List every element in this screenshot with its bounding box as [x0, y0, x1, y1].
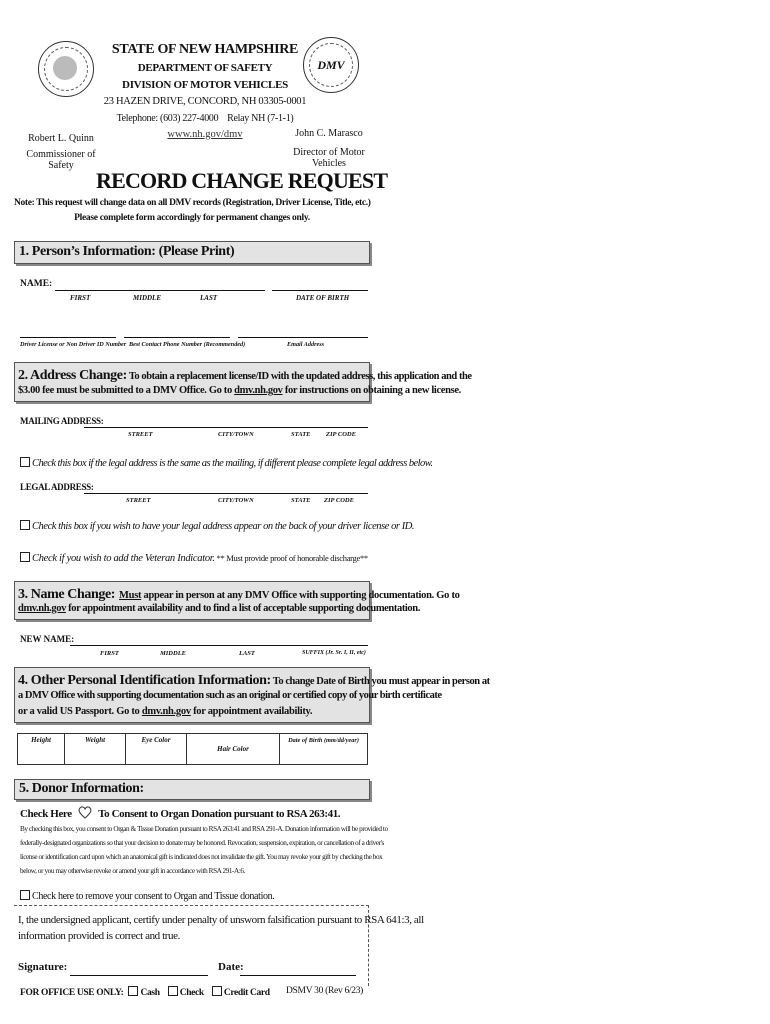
- certify-line2: information provided is correct and true.: [18, 930, 180, 942]
- form-note-line1: Note: This request will change data on all DMV records (Registration, Driver License, Title, etc.): [14, 198, 371, 208]
- name-first-caption: FIRST: [70, 294, 91, 302]
- agency-website-link[interactable]: www.nh.gov/dmv: [167, 129, 243, 140]
- section4-text2: a DMV Office with supporting documentation such as an original or certified copy of your birth certificate: [18, 690, 442, 701]
- section3-text2: for appointment availability and to find a list of acceptable supporting documentation.: [65, 603, 420, 614]
- name-input-line[interactable]: [55, 290, 265, 291]
- hair-color-cell[interactable]: [187, 734, 280, 765]
- donor-para-line3: license or identification card upon which an anatomical gift is indicated does not invalidate the gift. You may revoke your gift by checking the box: [20, 853, 383, 861]
- agency-telephone: Telephone: (603) 227-4000 Relay NH (7-1-1): [116, 113, 294, 124]
- dob-cell[interactable]: [280, 734, 368, 765]
- section1-header: [14, 241, 370, 264]
- new-name-first-caption: FIRST: [100, 650, 119, 657]
- email-caption: Email Address: [287, 341, 325, 348]
- veteran-label: Check if you wish to add the Veteran Indicator.: [32, 553, 215, 564]
- eye-color-caption: Eye Color: [141, 736, 171, 744]
- form-number: DSMV 30 (Rev 6/23): [286, 986, 364, 996]
- section4-header: [14, 667, 490, 723]
- same-address-label: Check this box if the legal address is the same as the mailing, if different please complete legal address below.: [32, 458, 433, 469]
- height-caption: Height: [31, 736, 51, 744]
- new-name-label: NEW NAME:: [20, 634, 75, 644]
- donor-consent-text: To Consent to Organ Donation pursuant to RSA 263:41.: [98, 808, 341, 820]
- section4-dmv-link[interactable]: dmv.nh.gov: [141, 706, 191, 717]
- donor-para-line1: By checking this box, you consent to Organ & Tissue Donation pursuant to RSA 263:41 and RSA 291-A. Donation information will be provided to: [20, 825, 388, 833]
- dob-input-line[interactable]: [272, 290, 368, 291]
- legal-on-back-checkbox[interactable]: [20, 520, 30, 530]
- cash-checkbox[interactable]: [128, 986, 138, 996]
- license-input-line[interactable]: [20, 337, 116, 338]
- email-input-line[interactable]: [238, 337, 368, 338]
- date-label: Date:: [218, 961, 244, 973]
- phone-caption: Best Contact Phone Number (Recommended): [129, 341, 246, 348]
- section5-header: [14, 779, 370, 800]
- check-label: Check: [179, 988, 204, 998]
- legal-city-caption: CITY/TOWN: [218, 497, 254, 504]
- donor-para-line4: below, or you may otherwise revoke or amend your gift in accordance with RSA 291-A:6.: [20, 867, 246, 875]
- mailing-city-caption: CITY/TOWN: [218, 431, 254, 438]
- certification-box: [14, 905, 424, 986]
- signature-input-line[interactable]: [70, 975, 208, 976]
- donor-check-here: Check Here: [20, 808, 72, 820]
- weight-caption: Weight: [84, 736, 106, 744]
- check-checkbox[interactable]: [168, 986, 178, 996]
- form-title: RECORD CHANGE REQUEST: [96, 168, 388, 193]
- section5-title: 5. Donor Information:: [19, 781, 144, 796]
- section4-text3a: or a valid US Passport. Go to: [18, 706, 142, 717]
- new-name-suffix-caption: SUFFIX (Jr. Sr. I, II, etc): [302, 650, 366, 656]
- section4-title: 4. Other Personal Identification Information:: [18, 673, 271, 688]
- commissioner-title: Commissioner of Safety: [26, 149, 96, 171]
- remove-donor-checkbox[interactable]: [20, 890, 30, 900]
- legal-state-caption: STATE: [291, 497, 311, 504]
- section3-must: Must: [119, 590, 142, 601]
- section4-text1: To change Date of Birth you must appear in person at: [270, 676, 490, 687]
- section3-title: 3. Name Change:: [18, 587, 116, 602]
- veteran-note: ** Must provide proof of honorable discharge**: [214, 553, 368, 563]
- office-use-label: FOR OFFICE USE ONLY:: [20, 988, 124, 998]
- dob-caption: DATE OF BIRTH: [296, 294, 350, 302]
- physical-info-table: [17, 733, 368, 765]
- section1-title: 1. Person’s Information: (Please Print): [19, 244, 235, 259]
- section2-text2a: $3.00 fee must be submitted to a DMV Office. Go to: [18, 385, 235, 396]
- section2-title: 2. Address Change:: [18, 368, 127, 383]
- section2-text2b: for instructions on obtaining a new license.: [282, 385, 461, 396]
- credit-card-checkbox[interactable]: [212, 986, 222, 996]
- department-name: DEPARTMENT OF SAFETY: [137, 62, 273, 74]
- signature-label: Signature:: [18, 961, 68, 973]
- dmv-seal-text: DMV: [317, 58, 345, 72]
- new-name-middle-caption: MIDDLE: [160, 650, 187, 657]
- agency-address: 23 HAZEN DRIVE, CONCORD, NH 03305-0001: [103, 96, 307, 107]
- mailing-street-caption: STREET: [128, 431, 153, 438]
- phone-input-line[interactable]: [124, 337, 230, 338]
- donor-heart-checkbox[interactable]: [74, 804, 96, 820]
- form-note-line2: Please complete form accordingly for permanent changes only.: [74, 213, 310, 223]
- remove-donor-label: Check here to remove your consent to Organ and Tissue donation.: [32, 891, 275, 902]
- new-name-last-caption: LAST: [239, 650, 255, 657]
- section2-header: [14, 362, 472, 402]
- division-name: DIVISION OF MOTOR VEHICLES: [122, 79, 288, 91]
- legal-zip-caption: ZIP CODE: [324, 497, 354, 504]
- section3-text1: appear in person at any DMV Office with supporting documentation. Go to: [141, 590, 460, 601]
- legal-address-label: LEGAL ADDRESS:: [20, 482, 94, 492]
- state-name: STATE OF NEW HAMPSHIRE: [111, 42, 299, 57]
- mailing-zip-caption: ZIP CODE: [326, 431, 356, 438]
- donor-para-line2: federally-designated organizations so that your decision to donate may be honored. Revocation, suspension, expiration, or cancellation of a driver's: [20, 839, 384, 847]
- director-title: Director of Motor Vehicles: [293, 147, 365, 169]
- director-name: John C. Marasco: [295, 128, 363, 139]
- certify-line1: I, the undersigned applicant, certify under penalty of unsworn falsification pursuant to RSA 641:3, all: [18, 914, 424, 926]
- weight-cell[interactable]: [65, 734, 126, 765]
- section3-header: [14, 581, 460, 620]
- mailing-address-label: MAILING ADDRESS:: [20, 416, 104, 426]
- name-middle-caption: MIDDLE: [133, 294, 162, 302]
- dob-cell-caption: Date of Birth (mm/dd/year): [288, 737, 359, 744]
- credit-card-label: Credit Card: [223, 988, 270, 998]
- commissioner-name: Robert L. Quinn: [28, 133, 94, 144]
- heart-icon: [77, 804, 93, 820]
- license-caption: Driver License or Non Driver ID Number: [20, 341, 127, 348]
- legal-on-back-label: Check this box if you wish to have your legal address appear on the back of your driver license or ID.: [32, 521, 415, 532]
- section3-dmv-link[interactable]: dmv.nh.gov: [18, 603, 66, 614]
- mailing-address-input-line[interactable]: [84, 427, 368, 428]
- name-last-caption: LAST: [200, 294, 218, 302]
- cash-label: Cash: [140, 988, 160, 998]
- same-address-checkbox[interactable]: [20, 457, 30, 467]
- mailing-state-caption: STATE: [291, 431, 311, 438]
- name-label: NAME:: [20, 279, 53, 289]
- height-cell[interactable]: [18, 734, 65, 765]
- eye-color-cell[interactable]: [126, 734, 187, 765]
- section2-dmv-link[interactable]: dmv.nh.gov: [234, 385, 283, 396]
- legal-street-caption: STREET: [126, 497, 151, 504]
- veteran-checkbox[interactable]: [20, 552, 30, 562]
- legal-address-input-line[interactable]: [84, 493, 368, 494]
- date-input-line[interactable]: [240, 975, 356, 976]
- section4-text3b: for appointment availability.: [190, 706, 313, 717]
- section2-text1: To obtain a replacement license/ID with the updated address, this application and the: [126, 371, 472, 382]
- hair-color-caption: Hair Color: [217, 745, 249, 753]
- new-name-input-line[interactable]: [70, 645, 368, 646]
